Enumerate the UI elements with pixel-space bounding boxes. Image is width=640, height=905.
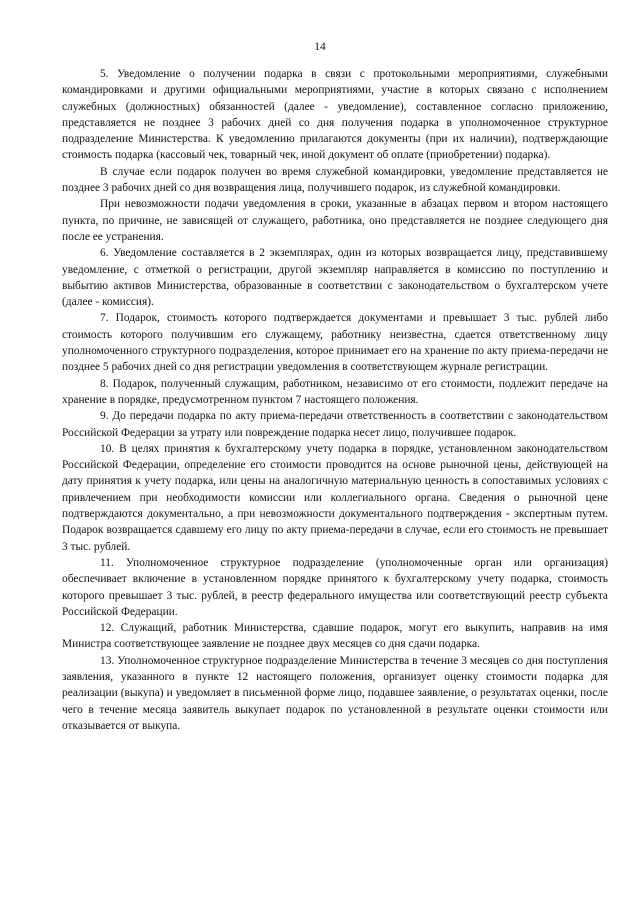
- paragraph-7: 7. Подарок, стоимость которого подтверждается документами и превышает 3 тыс. рублей либо стоимость которого получившим его служащему, работнику неизвестна, сдается ответственному лицу уполномоченного структурного подразделения, которое принимает его на хранение по акту приема-передачи не позднее 5 рабочих дней со дня регистрации уведомления в соответствующем журнале регистрации.: [62, 312, 608, 374]
- paragraph-13: 13. Уполномоченное структурное подразделение Министерства в течение 3 месяцев со дня поступления заявления, указанного в пункте 12 настоящего положения, организует оценку стоимости подарка для реализации (выкупа) и уведомляет в письменной форме лицо, подавшее заявление, о результатах оценки, после чего в течение месяца заявитель выкупает подарок по установленной в результате оценки стоимости или отказывается от выкупа.: [62, 654, 608, 732]
- paragraph-9: 9. До передачи подарка по акту приема-передачи ответственность в соответствии с законодательством Российской Федерации за утрату или повреждение подарка несет лицо, получившее подарок.: [62, 410, 608, 439]
- paragraph-5-business-trip: В случае если подарок получен во время служебной командировки, уведомление представляется не позднее 3 рабочих дней со дня возвращения лица, получившего подарок, из служебной командировки.: [62, 165, 608, 195]
- document-body: [62, 66, 608, 734]
- paragraph-5-impossibility: При невозможности подачи уведомления в сроки, указанные в абзацах первом и втором настоящего пункта, по причине, не зависящей от служащего, работника, оно представляется не позднее следующего дня после ее устранения.: [62, 198, 608, 243]
- paragraph-12: 12. Служащий, работник Министерства, сдавшие подарок, могут его выкупить, направив на имя Министра соответствующее заявление не позднее двух месяцев со дня сдачи подарка.: [62, 622, 608, 651]
- paragraph-5: 5. Уведомление о получении подарка в связи с протокольными мероприятиями, служебными командировками и другими официальными мероприятиями, участие в которых связано с исполнением служебных (должностных) обязанностей (далее - уведомление), составленное согласно приложению, представляется не позднее 3 рабочих дней со дня получения подарка в уполномоченное структурное подразделение Министерства. К уведомлению прилагаются документы (при их наличии), подтверждающие стоимость подарка (кассовый чек, товарный чек, иной документ об оплате (приобретении) подарка).: [62, 68, 608, 162]
- paragraph-11: 11. Уполномоченное структурное подразделение (уполномоченные орган или организация) обеспечивает включение в установленном порядке принятого к бухгалтерскому учету подарка, стоимость которого превышает 3 тыс. рублей, в реестр федерального имущества или соответствующий реестр субъекта Российской Федерации.: [62, 556, 608, 618]
- paragraph-10: 10. В целях принятия к бухгалтерскому учету подарка в порядке, установленном законодательством Российской Федерации, определение его стоимости проводится на основе рыночной цены, действующей на дату принятия к учету подарка, или цены на аналогичную материальную ценность в сопоставимых условиях с привлечением при необходимости комиссии или коллегиального органа. Сведения о рыночной цене подтверждаются документально, а при невозможности документального подтверждения - экспертным путем. Подарок возвращается сдавшему его лицу по акту приема-передачи в случае, если его стоимость не превышает 3 тыс. рублей.: [62, 442, 608, 553]
- paragraph-6: 6. Уведомление составляется в 2 экземплярах, один из которых возвращается лицу, представившему уведомление, с отметкой о регистрации, другой экземпляр направляется в комиссию по поступлению и выбытию активов Министерства, образованные в соответствии с законодательством о бухгалтерском учете (далее - комиссия).: [62, 247, 608, 309]
- paragraph-8: 8. Подарок, полученный служащим, работником, независимо от его стоимости, подлежит передаче на хранение в порядке, предусмотренном пунктом 7 настоящего положения.: [62, 377, 608, 406]
- page-number: 14: [314, 41, 326, 53]
